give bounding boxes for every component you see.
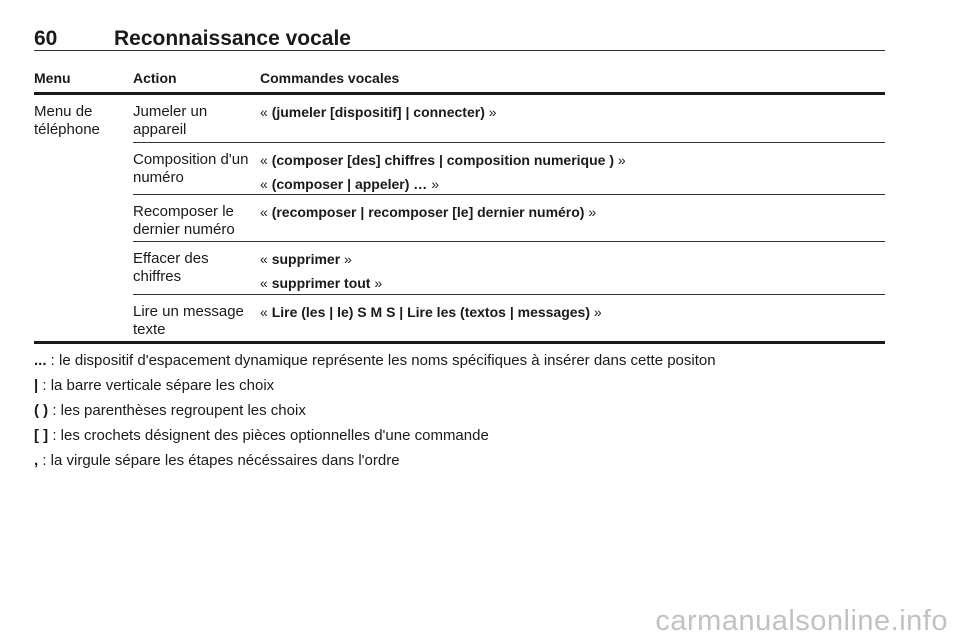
legend-text: : les parenthèses regroupent les choix xyxy=(48,402,306,419)
legend-symbol: ... xyxy=(34,352,47,369)
legend-text: : la barre verticale sépare les choix xyxy=(38,377,275,394)
row-divider xyxy=(133,294,885,295)
row-divider xyxy=(133,194,885,195)
column-header-action: Action xyxy=(133,70,177,86)
page-title: Reconnaissance vocale xyxy=(114,27,351,50)
legend-symbol: ( ) xyxy=(34,402,49,419)
legend-item xyxy=(34,351,885,376)
voice-command xyxy=(260,203,596,227)
page-number: 60 xyxy=(34,27,58,50)
command-text: (recomposer | recomposer [le] dernier numéro) xyxy=(271,204,585,220)
quote-close: » xyxy=(488,104,497,120)
voice-command xyxy=(260,175,626,199)
voice-commands-cell xyxy=(260,250,382,298)
row-divider xyxy=(133,241,885,242)
row-divider xyxy=(133,142,885,143)
command-text: (composer [des] chiffres | composition numerique ) xyxy=(271,152,614,168)
quote-close: » xyxy=(588,204,597,220)
legend-item xyxy=(34,376,885,401)
voice-commands-cell xyxy=(260,303,602,327)
command-text: (jumeler [dispositif] | connecter) xyxy=(271,104,485,120)
command-text: (composer | appeler) … xyxy=(271,176,428,192)
voice-command xyxy=(260,303,602,327)
watermark: carmanualsonline.info xyxy=(655,605,948,637)
voice-commands-cell xyxy=(260,151,626,199)
voice-command xyxy=(260,103,497,127)
action-cell: Effacer des chiffres xyxy=(133,250,209,285)
legend-item xyxy=(34,401,885,426)
quote-open: « xyxy=(260,104,268,120)
quote-open: « xyxy=(260,176,268,192)
action-cell: Composition d'un numéro xyxy=(133,151,249,186)
legend-text: : les crochets désignent des pièces optionnelles d'une commande xyxy=(48,427,489,444)
menu-cell: Menu de téléphone xyxy=(34,103,100,138)
command-text: supprimer xyxy=(271,251,341,267)
table-bottom-divider xyxy=(34,341,885,344)
action-cell: Jumeler un appareil xyxy=(133,103,208,138)
table-header-divider xyxy=(34,92,885,95)
legend-text: : le dispositif d'espacement dynamique représente les noms spécifiques à insérer dans cette positon xyxy=(46,352,716,369)
legend-symbol: [ ] xyxy=(34,427,49,444)
voice-command xyxy=(260,250,382,274)
quote-close: » xyxy=(344,251,352,267)
quote-open: « xyxy=(260,304,268,320)
symbol-legend xyxy=(34,351,885,476)
column-header-menu: Menu xyxy=(34,70,71,86)
action-cell: Recomposer le dernier numéro xyxy=(133,203,235,238)
quote-close: » xyxy=(374,275,383,291)
quote-open: « xyxy=(260,251,268,267)
command-text: supprimer tout xyxy=(271,275,371,291)
voice-commands-cell xyxy=(260,203,596,227)
legend-text: : la virgule sépare les étapes nécéssaires dans l'ordre xyxy=(38,452,400,469)
quote-open: « xyxy=(260,152,268,168)
quote-close: » xyxy=(593,304,602,320)
page-header xyxy=(34,27,885,51)
header-divider xyxy=(34,50,885,51)
column-header-commands: Commandes vocales xyxy=(260,70,400,86)
command-text: Lire (les | le) S M S | Lire les (textos | messages) xyxy=(271,304,591,320)
voice-command xyxy=(260,151,626,175)
quote-open: « xyxy=(260,204,268,220)
legend-item xyxy=(34,451,885,476)
action-cell: Lire un message texte xyxy=(133,303,244,338)
legend-symbol: | xyxy=(34,377,39,394)
quote-close: » xyxy=(431,176,439,192)
voice-commands-cell xyxy=(260,103,497,127)
legend-item xyxy=(34,426,885,451)
legend-symbol: , xyxy=(34,452,39,469)
quote-close: » xyxy=(617,152,626,168)
quote-open: « xyxy=(260,275,268,291)
